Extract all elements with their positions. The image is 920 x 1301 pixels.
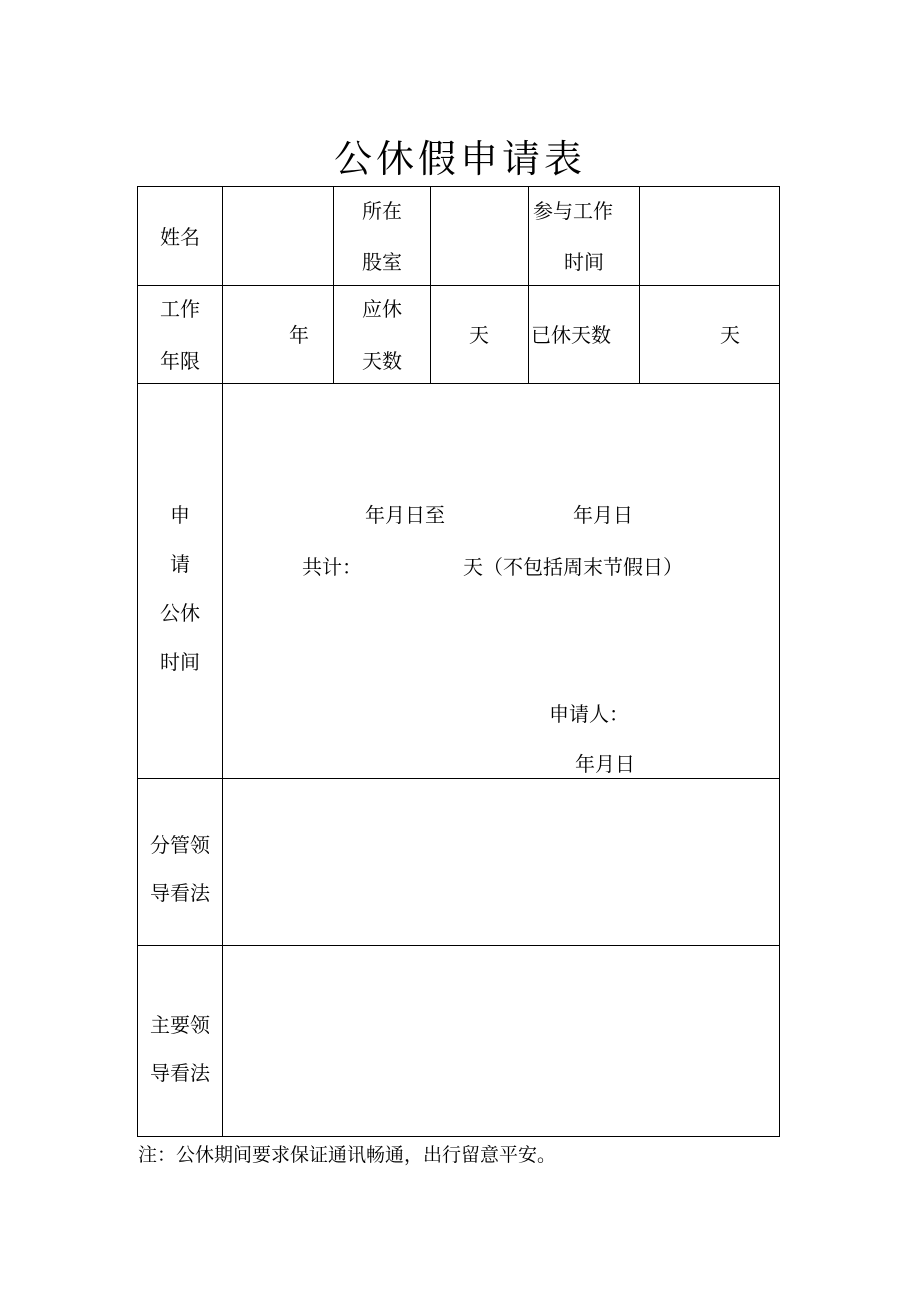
- entitled-unit: 天: [469, 323, 489, 347]
- dept-value-cell[interactable]: [430, 186, 529, 286]
- years-label-line2: 年限: [160, 349, 200, 373]
- applicant-label: 申请人：: [549, 702, 629, 726]
- supervisor-opinion-cell[interactable]: [222, 778, 780, 946]
- used-value-cell[interactable]: [639, 285, 780, 384]
- principal-label-cell: [137, 945, 223, 1137]
- principal-opinion-cell[interactable]: [222, 945, 780, 1137]
- work-start-value-cell[interactable]: [639, 186, 780, 286]
- apply-value-cell[interactable]: [222, 383, 780, 779]
- form-title: 公休假申请表: [333, 137, 586, 181]
- apply-label-cell: [137, 383, 223, 779]
- apply-label-line1: 申: [170, 503, 190, 527]
- work-start-label-line1: 参与工作: [533, 199, 613, 223]
- apply-total-suffix: 天（不包括周末节假日）: [463, 555, 683, 579]
- work-start-label-line2: 时间: [564, 250, 604, 274]
- years-value-cell[interactable]: [222, 285, 334, 384]
- apply-sign-date: 年月日: [575, 752, 635, 776]
- name-value-cell[interactable]: [222, 186, 334, 286]
- entitled-label-line2: 天数: [362, 349, 402, 373]
- supervisor-label-line2: 导看法: [150, 881, 210, 905]
- dept-label-line2: 股室: [362, 250, 402, 274]
- apply-from-date: 年月日至: [365, 503, 445, 527]
- apply-to-date: 年月日: [573, 503, 633, 527]
- supervisor-label-line1: 分管领: [150, 833, 210, 857]
- used-label: 已休天数: [531, 323, 611, 347]
- name-label: 姓名: [160, 225, 200, 249]
- years-unit: 年: [289, 323, 309, 347]
- used-unit: 天: [720, 323, 740, 347]
- principal-label-line1: 主要领: [150, 1013, 210, 1037]
- entitled-label-line1: 应休: [362, 297, 402, 321]
- apply-label-line3: 公休: [160, 601, 200, 625]
- years-label-line1: 工作: [160, 297, 200, 321]
- footnote: 注：公休期间要求保证通讯畅通，出行留意平安。: [138, 1144, 557, 1166]
- apply-total-label: 共计：: [302, 555, 362, 579]
- supervisor-label-cell: [137, 778, 223, 946]
- dept-label-line1: 所在: [362, 199, 402, 223]
- apply-label-line2: 请: [170, 552, 190, 576]
- apply-label-line4: 时间: [160, 650, 200, 674]
- principal-label-line2: 导看法: [150, 1061, 210, 1085]
